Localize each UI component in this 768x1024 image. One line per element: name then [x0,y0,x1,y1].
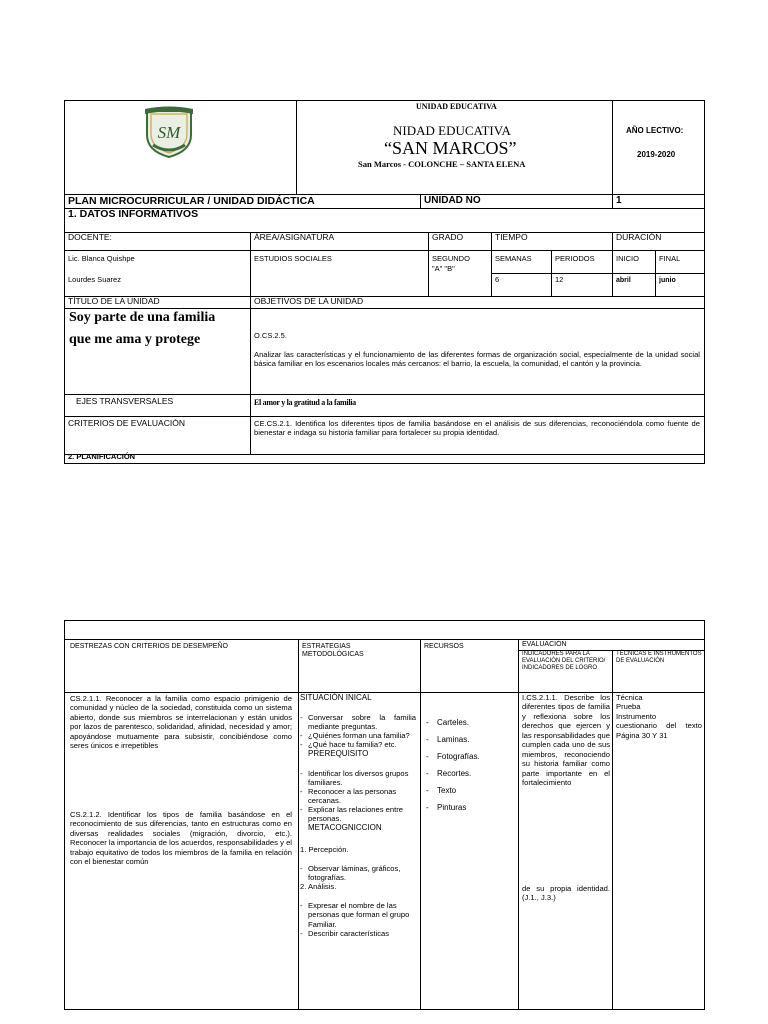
grado-label: GRADO [432,232,464,242]
area-value: ESTUDIOS SOCIALES [254,254,332,263]
tiempo-label: TIEMPO [495,232,528,242]
datos-informativos: 1. DATOS INFORMATIVOS [68,208,199,220]
titulo-line-1: Soy parte de una familia [69,310,216,325]
metacognicion-label: METACOGNICCION [308,823,382,833]
objetivos-label: OBJETIVOS DE LA UNIDAD [254,296,364,306]
objetivo-code: O.CS.2.5. [254,331,287,340]
docente-2: Lourdes Suarez [68,275,121,284]
col-estrategias-2: METODOLÓGICAS [302,651,364,658]
school-name: “SAN MARCOS” [384,138,517,158]
list-item: - Texto [426,782,516,799]
docente-1: Lic. Blanca Quishpe [68,254,135,263]
list-item: - Laminas. [426,731,516,748]
final-value: junio [659,277,676,284]
tecnica-cuestionario: cuestionario del texto [616,721,702,731]
titulo-label: TÍTULO DE LA UNIDAD [68,296,160,306]
col-destrezas: DESTREZAS CON CRITERIOS DE DESEMPEÑO [70,643,228,650]
list-item: - ¿Qué hace tu familia? etc. [300,740,416,749]
semanas-value: 6 [495,275,500,284]
periodos-label: PERIODOS [555,254,595,263]
prerequisito-label: PREREQUISITO [308,749,369,759]
ejes-value: El amor y la gratitud a la familia [254,398,356,407]
anio-lectivo-value: 2019-2020 [637,150,676,159]
destreza-1: CS.2.1.1. Reconocer a la familia como espacio primigenio de comunidad y núcleo de la sociedad, constituida como un sistema abierto, donde sus miembros se interrelacionan y están unidos por lazos de parentesco, solidaridad, afinidad, necesidad y amor; apoyándose mutuamente para subsistir, concibiéndose como seres únicos e irrepetibles [70,694,292,751]
inicio-label: INICIO [616,254,639,263]
unidad-no-value: 1 [616,195,622,206]
col-evaluacion: EVALUACIÓN [522,641,567,648]
recursos-list [426,714,516,816]
situacion-inicial-label: SITUACIÓN INICAL [300,693,372,702]
list-item: - ¿Quiénes forman una familia? [300,731,416,740]
list-item: Instrumento [616,711,657,721]
final-label: FINAL [659,254,681,263]
ejes-label: EJES TRANSVERSALES [76,396,174,406]
criterios-label: CRITERIOS DE EVALUACIÓN [68,418,185,428]
list-item: - Conversar sobre la familia mediante preguntas. [300,713,416,731]
indicador-text: I.CS.2.1.1. Describe los diferentes tipos de familia y reflexiona sobre los derechos que ejercen y las responsabilidades que cumplen cada uno de sus miembros, reconociendo su historia familiar como parte importante en el fortalecimiento [522,693,610,788]
list-item: Técnica [616,693,643,702]
inicio-value: abril [616,277,631,284]
grado-paralelos: "A" "B" [432,264,455,273]
list-item: - Observar láminas, gráficos, fotografías. [300,864,416,882]
percepcion-list [300,864,416,882]
analisis-label: 2. Análisis. [300,882,337,892]
tecnicas-column [616,693,702,740]
list-item: - Carteles. [426,714,516,731]
col-indicadores: INDICADORES PARA LA EVALUACIÓN DEL CRITERIO/ INDICADORES DE LOGRO [522,651,606,672]
unidad-educativa-small: UNIDAD EDUCATIVA [416,102,497,111]
col-tecnicas: TÉCNICAS E INSTRUMENTOS DE EVALUACIÓN [616,651,702,665]
plan-title: PLAN MICROCURRICULAR / UNIDAD DIDÁCTICA [68,195,315,207]
list-item: Prueba [616,702,641,712]
list-item: - Pinturas [426,799,516,816]
semanas-label: SEMANAS [495,254,532,263]
logo-text: SM [157,123,181,142]
destreza-2: CS.2.1.2. Identificar los tipos de familia basándose en el reconocimiento de sus diferencias, tanto en estructuras como en diversas realidades sociales (migración, divorcio, etc.). Reconocer la importancia de los acuerdos, responsabilidades y el trabajo equitativo de todos los miembros de la familia en relación con el bienestar común [70,810,292,867]
list-item: - Recortes. [426,765,516,782]
docente-label: DOCENTE: [68,232,112,242]
school-location: San Marcos - COLONCHE – SANTA ELENA [358,159,526,169]
col-recursos: RECURSOS [424,643,464,650]
grado-value: SEGUNDO [432,254,470,263]
percepcion-label: 1. Percepción. [300,844,349,854]
list-item: - Reconocer a las personas cercanas. [300,787,416,805]
list-item: - Identificar los diversos grupos familiares. [300,769,416,787]
periodos-value: 12 [555,275,564,284]
unidad-no-label: UNIDAD NO [424,195,481,206]
list-item: - Fotografías. [426,748,516,765]
list-item: - Expresar el nombre de las personas que forman el grupo Familiar. [300,901,416,928]
area-label: ÁREA/ASIGNATURA [254,232,335,242]
situacion-inicial-list [300,713,416,749]
analisis-list [300,901,416,937]
school-logo [143,105,195,159]
indicador-text-2: de su propia identidad. (J.1., J.3.) [522,884,610,903]
planificacion-label: 2. PLANIFICACIÓN [68,452,136,461]
unidad-educativa-large: NIDAD EDUCATIVA [393,123,511,138]
anio-lectivo-label: AÑO LECTIVO: [626,126,684,135]
list-item: - Describir características [300,929,416,938]
criterios-value: CE.CS.2.1. Identifica los diferentes tipos de familia basándose en el análisis de sus diferencias, reconociéndola como fuente de bienestar e indaga su historia familiar para fortalecer su propia identidad. [254,419,700,438]
titulo-line-2: que me ama y protege [69,332,201,347]
prerequisito-list [300,769,416,824]
list-item: - Explicar las relaciones entre personas. [300,805,416,823]
tecnica-pagina: Página 30 Y 31 [616,730,668,740]
col-estrategias-1: ESTRATEGIAS [302,643,351,650]
duracion-label: DURACIÓN [616,232,662,242]
objetivo-text: Analizar las características y el funcionamiento de las diferentes formas de organización social, especialmente de la unidad social básica familiar en los escenarios locales más cercanos: el barrio, la escuela, la comunidad, el cantón y la provincia. [254,350,700,369]
estrategias-column [300,693,416,938]
